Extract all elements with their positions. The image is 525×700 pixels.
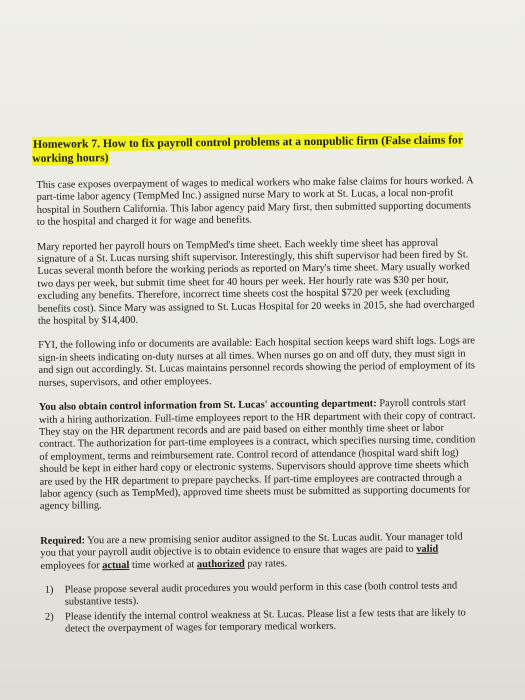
required-text-4: pay rates. [244,557,288,570]
question-number: 1) [44,584,54,596]
paragraph-case-overview: This case exposes overpayment of wages to medical workers who make false claims for hours worked. A part-time labor agency (TempMed Inc.) assigned nurse Mary to work at St. Lucas, a local non-profit hospital in Southern California. This labor agency paid Mary first, then submitted supporting documents to the hospital and charged it for wage and benefits. [36,175,474,229]
required-text-1: You are a new promising senior auditor assigned to the St. Lucas audit. Your manager told you that your payroll audit objective is to obtain evidence to ensure that wages are paid to [40,531,463,560]
paragraph-control-information [39,397,478,513]
required-text-2: employees for [40,559,103,572]
question-item [45,580,477,609]
required-actual: actual [102,559,130,571]
paragraph-mary-timesheet: Mary reported her payroll hours on TempMed's time sheet. Each weekly time sheet has approval signature of a St. Lucas nursing shift supervisor. Interestingly, this shift supervisor had been fired by St. Lucas several month before the working periods as reported on Mary's time sheet. Mary usually worked two days per week, but submit time sheet for 40 hours per week. Her hourly rate was $30 per hour, excluding any benefits. Therefore, incorrect time sheets cost the hospital $720 per week (excluding benefits cost). Since Mary was assigned to St. Lucas Hospital for 20 weeks in 2015, she had overcharged the hospital by $14,400. [37,237,475,327]
question-item [45,607,477,636]
question-text: Please identify the internal control weakness at St. Lucas. Please list a few tests that are likely to detect the overpayment of wages for temporary medical workers. [64,607,466,635]
required-authorized: authorized [196,558,245,570]
paragraph-required [40,531,478,573]
question-list [45,580,478,636]
control-info-text: Payroll controls start with a hiring authorization. Full-time employees report to the HR department with their copy of contract. They stay on the HR department records and are paid based on either monthly time sheet or labor contract. The authorization for part-time employees is a contract, which specifies nursing time, condition of employment, terms and reimbursement rate. Control record of attendance (hospital ward shift log) should be kept in either hard copy or electronic systems. Supervisors should approve time sheets which are used by the HR department to prepare paychecks. If part-time employees are contracted through a labor agency (such as TempMed), approved time sheets must be submitted as supporting documents for agency billing. [38,397,476,513]
question-text: Please propose several audit procedures you would perform in this case (both control tests and substantive tests). [64,580,458,608]
control-info-lead: You also obtain control information from St. Lucas' accounting department: [38,398,377,413]
title-highlight [32,132,463,166]
homework-title [32,133,472,166]
homework-document [24,133,499,638]
title-text: How to fix payroll control problems at a nonpublic firm (False claims for working hours) [32,133,463,165]
required-lead: Required: [40,535,86,547]
question-number: 2) [44,611,54,623]
title-label: Homework 7. [32,137,101,151]
paragraph-fyi-documents: FYI, the following info or documents are available: Each hospital section keeps ward shift logs. Logs are sign-in sheets indicating on-duty nurses at all times. When nurses go on and off duty, they must sign in and sign out accordingly. St. Lucas maintains personnel records showing the period of employment of its nurses, supervisors, and other employees. [38,335,476,389]
required-text-3: time worked at [129,558,197,571]
required-valid: valid [416,543,439,556]
